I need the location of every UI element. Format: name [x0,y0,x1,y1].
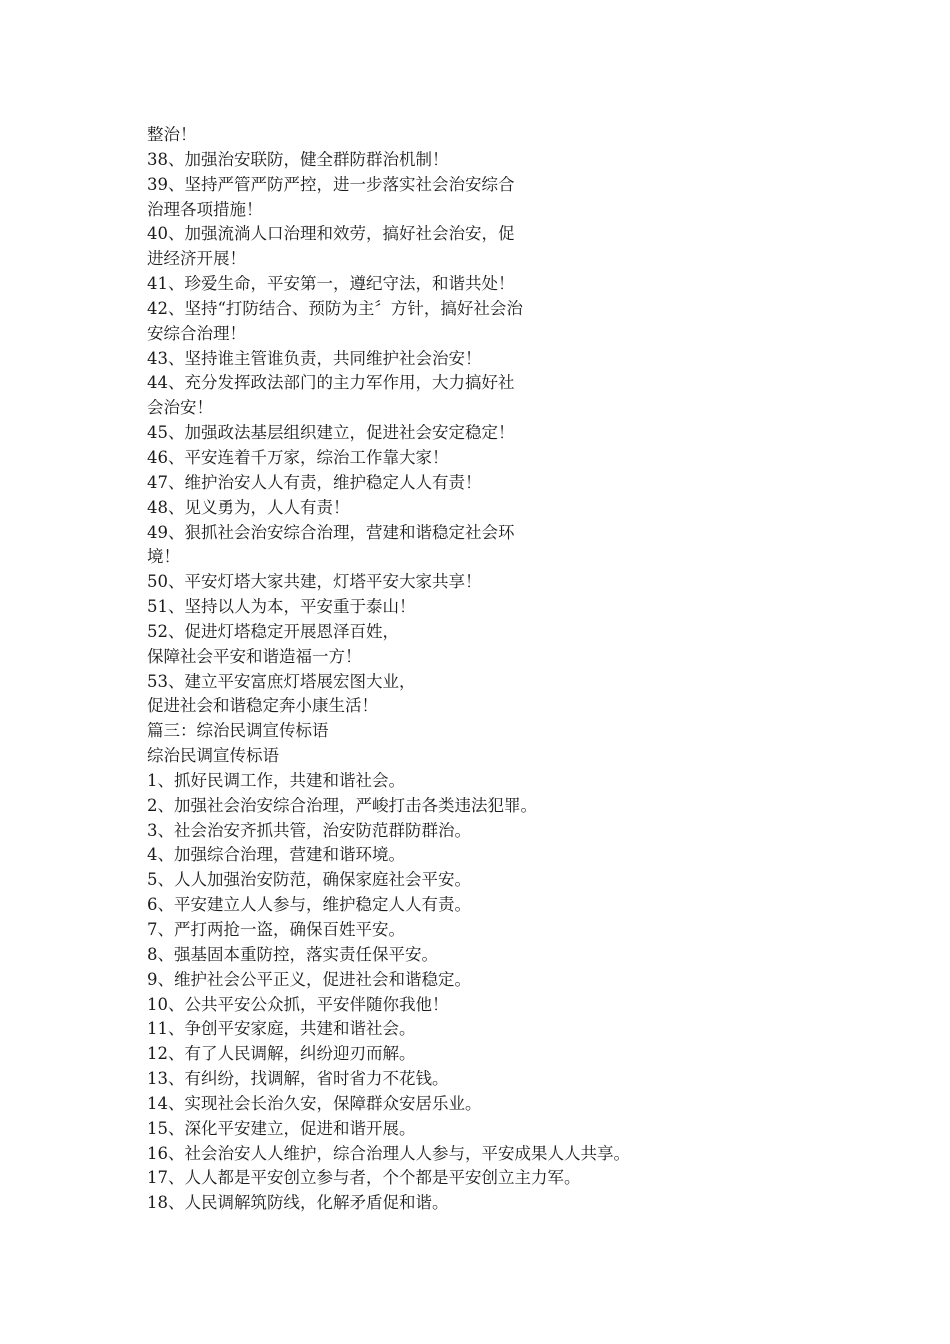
text-line: 40、加强流淌人口治理和效劳，搞好社会治安，促 [147,224,515,244]
section-heading: 篇三：综治民调宣传标语 [147,721,329,741]
text-line: 43、坚持谁主管谁负责，共同维护社会治安！ [147,348,482,368]
text-line: 39、坚持严管严防严控，进一步落实社会治安综合 [147,174,515,194]
text-line: 治理各项措施！ [147,199,263,219]
text-line: 46、平安连着千万家，综治工作靠大家！ [147,447,449,467]
text-line: 4、加强综合治理，营建和谐环境。 [147,845,405,865]
text-line: 安综合治理！ [147,323,246,343]
text-line: 53、建立平安富庶灯塔展宏图大业， [147,671,416,691]
text-line: 51、坚持以人为本，平安重于泰山！ [147,597,416,617]
text-line: 10、公共平安公众抓，平安伴随你我他！ [147,994,449,1014]
text-line: 44、充分发挥政法部门的主力军作用，大力搞好社 [147,373,515,393]
text-line: 49、狠抓社会治安综合治理，营建和谐稳定社会环 [147,522,515,542]
text-line: 18、人民调解筑防线，化解矛盾促和谐。 [147,1193,449,1213]
text-line: 8、强基固本重防控，落实责任保平安。 [147,944,438,964]
text-line: 境！ [147,547,180,567]
text-line: 1、抓好民调工作，共建和谐社会。 [147,770,405,790]
text-line: 17、人人都是平安创立参与者，个个都是平安创立主力军。 [147,1168,581,1188]
text-line: 会治安！ [147,398,213,418]
text-line: 14、实现社会长治久安，保障群众安居乐业。 [147,1093,482,1113]
text-line: 2、加强社会治安综合治理，严峻打击各类违法犯罪。 [147,795,537,815]
text-line: 5、人人加强治安防范，确保家庭社会平安。 [147,870,471,890]
text-line: 52、促进灯塔稳定开展恩泽百姓， [147,621,399,641]
text-line: 9、维护社会公平正义，促进社会和谐稳定。 [147,969,471,989]
text-line: 16、社会治安人人维护，综合治理人人参与，平安成果人人共享。 [147,1143,630,1163]
section-subheading: 综治民调宣传标语 [147,746,279,766]
text-line: 促进社会和谐稳定奔小康生活！ [147,696,378,716]
text-line: 41、珍爱生命，平安第一，遵纪守法，和谐共处！ [147,274,515,294]
document-body [147,123,847,1216]
text-line: 38、加强治安联防，健全群防群治机制！ [147,149,449,169]
text-line: 47、维护治安人人有责，维护稳定人人有责！ [147,472,482,492]
text-line: 13、有纠纷，找调解，省时省力不花钱。 [147,1069,449,1089]
text-line: 45、加强政法基层组织建立，促进社会安定稳定！ [147,423,515,443]
text-line: 进经济开展！ [147,249,246,269]
text-line: 整治！ [147,125,197,144]
text-line: 50、平安灯塔大家共建，灯塔平安大家共享！ [147,572,482,592]
text-line: 12、有了人民调解，纠纷迎刃而解。 [147,1044,416,1064]
text-line: 6、平安建立人人参与，维护稳定人人有责。 [147,895,471,915]
text-line: 11、争创平安家庭，共建和谐社会。 [147,1019,416,1039]
text-line: 7、严打两抢一盗，确保百姓平安。 [147,920,405,939]
text-line: 42、坚持“打防结合、预防为主〞方针，搞好社会治 [147,298,523,318]
text-line: 3、社会治安齐抓共管，治安防范群防群治。 [147,820,471,840]
text-line: 保障社会平安和谐造福一方！ [147,646,362,666]
text-line: 48、见义勇为，人人有责！ [147,497,350,517]
text-line: 15、深化平安建立，促进和谐开展。 [147,1118,416,1138]
